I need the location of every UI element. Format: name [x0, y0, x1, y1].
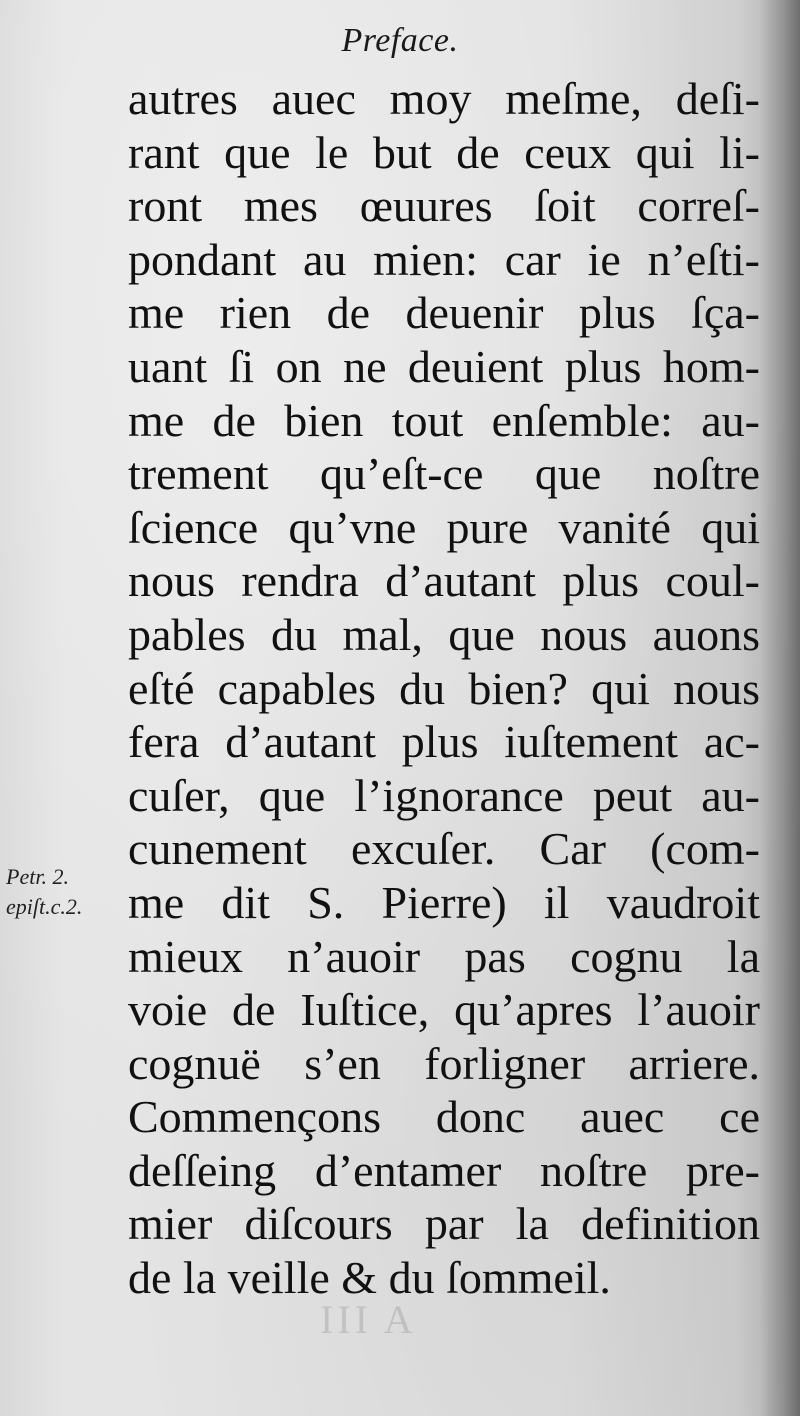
text-line: nous rendra d’autant plus coul- — [128, 555, 760, 607]
text-line: eſté capables du bien? qui nous — [128, 662, 760, 714]
text-line: autres auec moy meſme, deſi- — [128, 73, 760, 124]
text-line: mier diſcours par la definition — [128, 1198, 760, 1250]
text-line: mieux n’auoir pas cognu la — [128, 930, 760, 982]
show-through-catchword: III A — [320, 1297, 417, 1342]
running-head: Preface. — [341, 22, 459, 59]
text-line: me rien de deuenir plus ſça- — [128, 287, 760, 339]
text-line: me de bien tout enſemble: au- — [128, 394, 760, 446]
body-text — [128, 72, 760, 1305]
text-line: cunement excuſer. Car (com- — [128, 823, 760, 875]
text-line: trement qu’eſt-ce que noſtre — [128, 448, 760, 500]
text-line-last: de la veille & du ſommeil. — [128, 1252, 611, 1304]
text-line: uant ſi on ne deuient plus hom- — [128, 340, 760, 392]
text-line: rant que le but de ceux qui li- — [128, 126, 760, 178]
text-line: pondant au mien: car ie n’eſti- — [128, 233, 760, 285]
text-line: cuſer, que l’ignorance peut au- — [128, 769, 760, 821]
marginal-note — [6, 862, 82, 922]
marginal-note-line-1: Petr. 2. — [6, 864, 69, 889]
text-line: voie de Iuſtice, qu’apres l’auoir — [128, 984, 760, 1036]
text-line: fera d’autant plus iuſtement ac- — [128, 716, 760, 768]
text-line: ront mes œuures ſoit correſ- — [128, 180, 760, 232]
text-line: me dit S. Pierre) il vaudroit — [128, 876, 760, 928]
text-line: deſſeing d’entamer noſtre pre- — [128, 1144, 760, 1196]
text-line: Commençons donc auec ce — [128, 1091, 760, 1143]
marginal-note-line-2: epiſt.c.2. — [6, 894, 83, 919]
text-line: ſcience qu’vne pure vanité qui — [128, 501, 760, 553]
text-line: cognuë s’en forligner arriere. — [128, 1037, 760, 1089]
gutter-shadow — [760, 0, 800, 1416]
text-line: pables du mal, que nous auons — [128, 608, 760, 660]
